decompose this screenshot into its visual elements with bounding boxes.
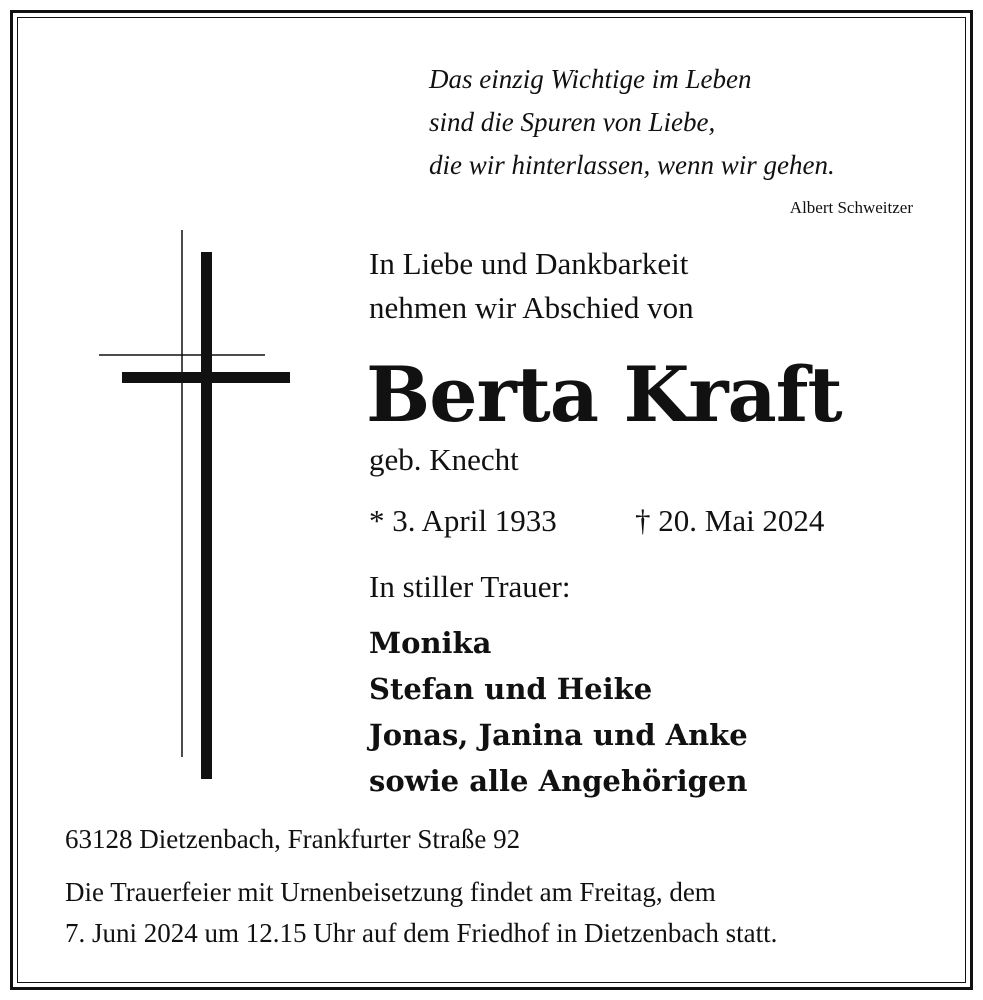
mourner-name: Stefan und Heike: [369, 672, 653, 706]
intro-line: nehmen wir Abschied von: [369, 290, 694, 325]
intro-text: [369, 242, 694, 330]
ceremony-notice: [65, 872, 777, 954]
birth-name: geb. Knecht: [369, 442, 519, 477]
mourners-list: [369, 620, 748, 804]
quote-author: Albert Schweitzer: [789, 198, 913, 217]
mourner-name: sowie alle Angehörigen: [369, 764, 748, 798]
ceremony-line: 7. Juni 2024 um 12.15 Uhr auf dem Friedhof in Dietzenbach statt.: [65, 918, 778, 948]
mourner-name: Jonas, Janina und Anke: [369, 718, 748, 752]
intro-line: In Liebe und Dankbarkeit: [369, 246, 689, 281]
birth-date: * 3. April 1933: [369, 503, 557, 538]
mourner-name: Monika: [369, 626, 492, 660]
address: 63128 Dietzenbach, Frankfurter Straße 92: [65, 824, 521, 854]
death-date: † 20. Mai 2024: [635, 503, 825, 538]
quote-line: die wir hinterlassen, wenn wir gehen.: [429, 150, 835, 180]
quote-line: sind die Spuren von Liebe,: [429, 107, 716, 137]
ceremony-line: Die Trauerfeier mit Urnenbeisetzung findet am Freitag, dem: [65, 877, 716, 907]
deceased-name: Berta Kraft: [366, 350, 842, 439]
quote-block: [429, 58, 835, 187]
mourners-heading: In stiller Trauer:: [369, 569, 571, 604]
quote-line: Das einzig Wichtige im Leben: [429, 64, 752, 94]
